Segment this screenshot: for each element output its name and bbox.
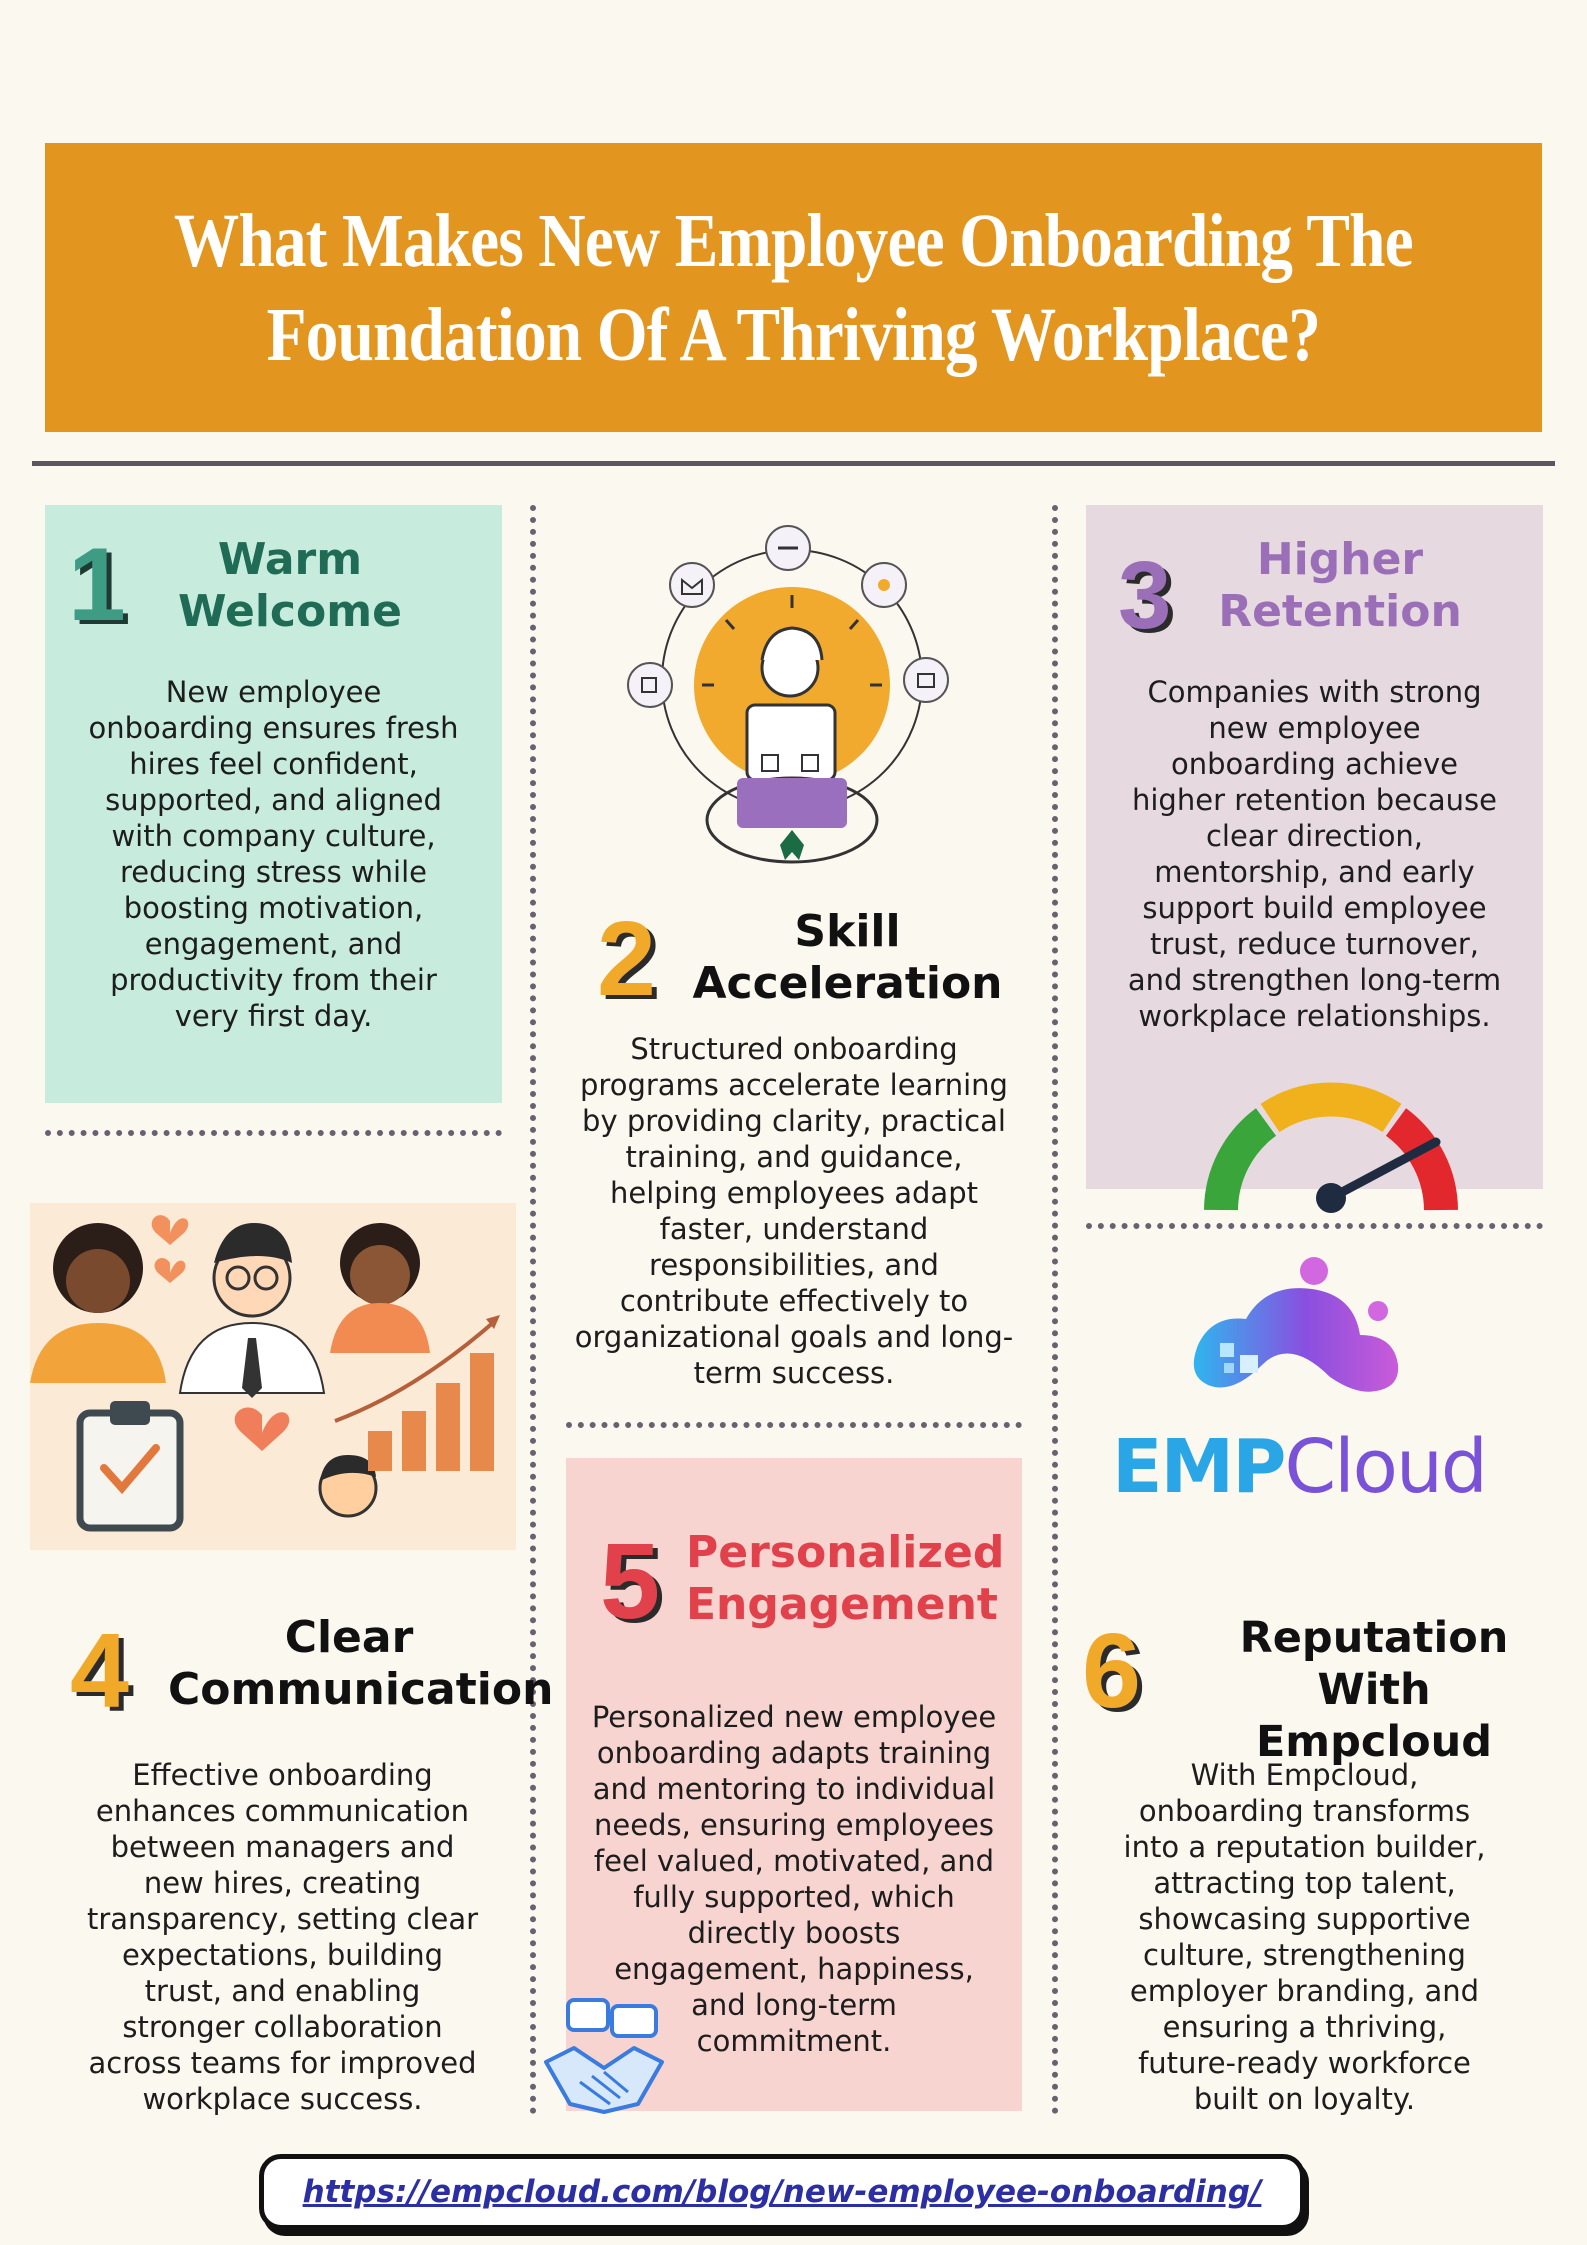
team-illustration — [30, 1203, 516, 1550]
row-divider — [1086, 1223, 1543, 1229]
section-number: 4 — [70, 1612, 129, 1730]
section-body: With Empcloud, onboarding transforms into a reputation builder, attracting top talent, showcasing supportive culture, strengthening employer branding, and ensuring a thriving, future-ready workforce built on loyalty. — [1123, 1758, 1486, 2116]
section-body: New employee onboarding ensures fresh hires feel confident, supported, and aligned with company culture, reducing stress while boosting motivation, engagement, and productivity from their very first day. — [88, 675, 459, 1033]
section-title: Skill Acceleration — [692, 906, 1003, 1009]
section-title: Higher Retention — [1218, 534, 1462, 637]
column-divider-right — [1052, 505, 1058, 2115]
empcloud-logo-text: EMPCloud — [1112, 1424, 1486, 1510]
section-title: Reputation With Empcloud — [1239, 1613, 1509, 1767]
gauge-icon — [1196, 1060, 1466, 1220]
handshake-icon — [540, 1992, 670, 2122]
row-divider — [45, 1130, 502, 1136]
empcloud-cloud-logo — [1188, 1255, 1418, 1405]
footer-url-box — [259, 2154, 1305, 2230]
row-divider — [566, 1422, 1022, 1428]
section-body: Structured onboarding programs accelerate learning by providing clarity, practical training, and guidance, helping employees adapt faster, understand responsibilities, and contribute effectively to organizational goals and long- term success. — [574, 1032, 1014, 1390]
section-title: Personalized Engagement — [686, 1527, 1005, 1630]
onboarding-illustration — [612, 520, 972, 890]
section-body: Effective onboarding enhances communication between managers and new hires, creating transparency, setting clear expectations, building trust, and enabling stronger collaboration across teams for improved workplace success. — [86, 1758, 479, 2116]
section-number: 5 — [600, 1520, 661, 1641]
section-number: 1 — [68, 527, 126, 643]
section-body: Personalized new employee onboarding adapts training and mentoring to individual needs, ensuring employees feel valued, motivated, and fully supported, which directly boosts engagement, happiness, and long-term commitment. — [591, 1700, 997, 2058]
section-number: 6 — [1082, 1612, 1141, 1730]
page-title: What Makes New Employee Onboarding The Foundation Of A Thriving Workplace? — [174, 198, 1413, 377]
column-divider-left — [530, 505, 536, 2115]
section-number: 3 — [1118, 542, 1172, 649]
section-number: 2 — [597, 900, 656, 1018]
section-title: Clear Communication — [168, 1612, 554, 1715]
title-banner — [45, 143, 1542, 432]
section-title: Warm Welcome — [178, 534, 402, 637]
header-divider — [32, 461, 1555, 466]
section-body: Companies with strong new employee onboarding achieve higher retention because clear direction, mentorship, and early support build employee trust, reduce turnover, and strengthen long-term workplace relationships. — [1127, 675, 1502, 1033]
source-link[interactable]: https://empcloud.com/blog/new-employee-onboarding/ — [302, 2174, 1262, 2210]
